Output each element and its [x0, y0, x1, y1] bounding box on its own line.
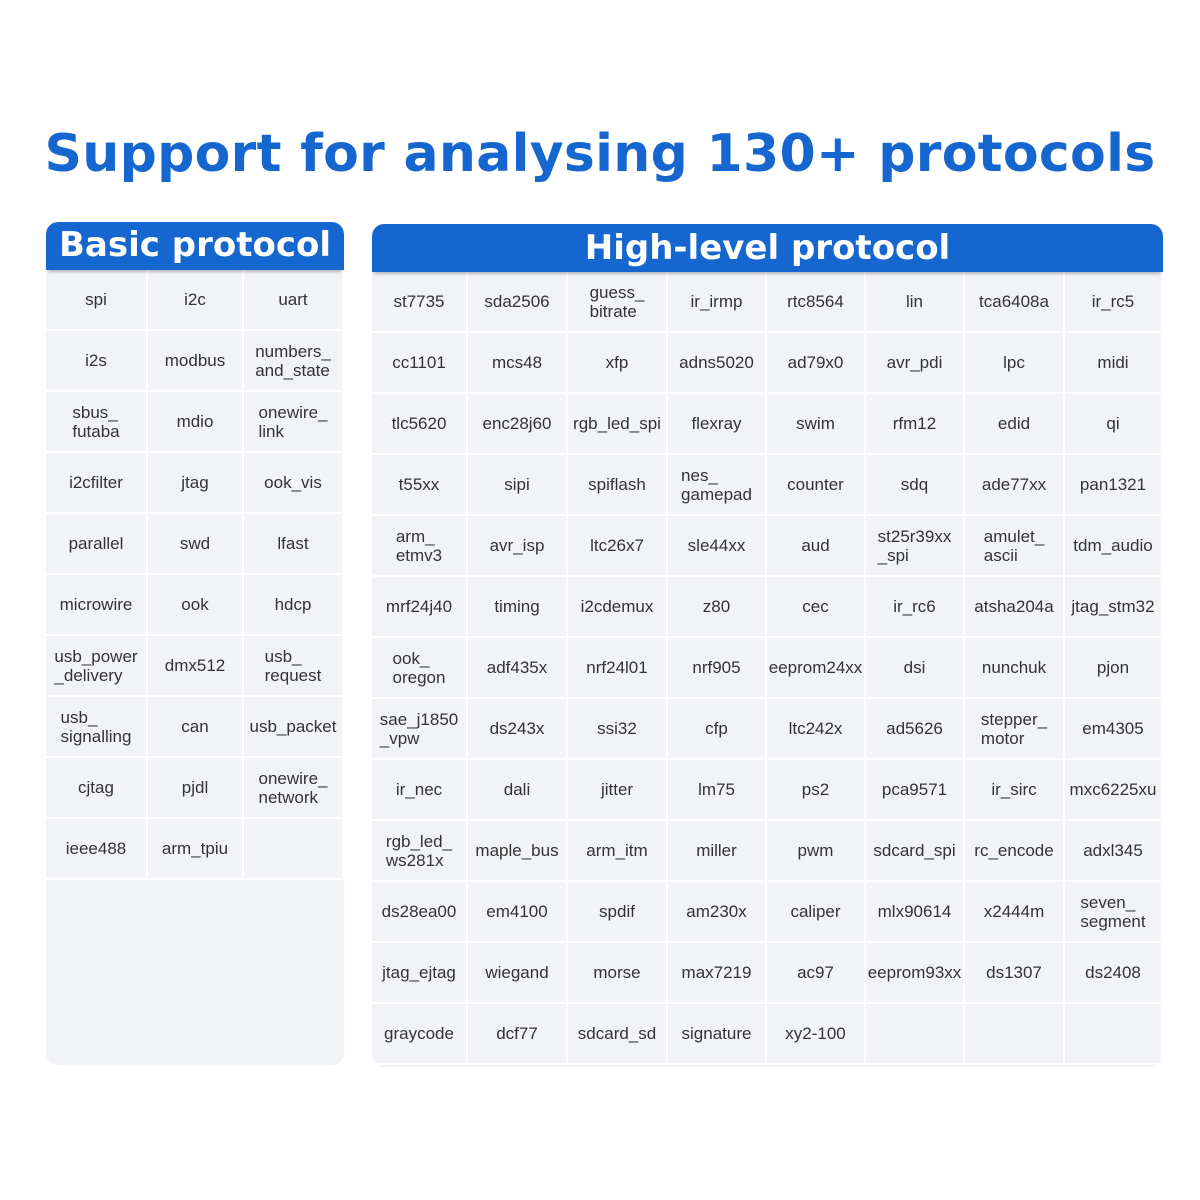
protocol-cell: dsi	[866, 638, 965, 699]
protocol-cell: jitter	[568, 760, 668, 821]
protocol-cell: jtag_stm32	[1065, 577, 1163, 638]
protocol-cell: cjtag	[46, 758, 148, 819]
protocol-cell: onewire_ link	[244, 392, 344, 453]
protocol-cell: i2cfilter	[46, 453, 148, 514]
protocol-cell: ir_rc6	[866, 577, 965, 638]
protocol-cell: t55xx	[372, 455, 468, 516]
protocol-cell: ir_irmp	[668, 272, 767, 333]
protocol-cell: adns5020	[668, 333, 767, 394]
protocol-cell: spiflash	[568, 455, 668, 516]
protocol-cell: spi	[46, 270, 148, 331]
protocol-cell: sdcard_sd	[568, 1004, 668, 1065]
protocol-cell: ac97	[767, 943, 866, 1004]
protocol-cell: usb_ request	[244, 636, 344, 697]
protocol-cell: dcf77	[468, 1004, 568, 1065]
protocol-cell: rfm12	[866, 394, 965, 455]
protocol-cell: ds2408	[1065, 943, 1163, 1004]
protocol-cell: nunchuk	[965, 638, 1065, 699]
protocol-cell: sdq	[866, 455, 965, 516]
high-level-protocol-grid	[372, 272, 1163, 1065]
protocol-cell: ltc26x7	[568, 516, 668, 577]
protocol-cell	[1065, 1004, 1163, 1065]
protocol-cell: ssi32	[568, 699, 668, 760]
protocol-cell: pca9571	[866, 760, 965, 821]
protocol-cell: adxl345	[1065, 821, 1163, 882]
protocol-cell: sbus_ futaba	[46, 392, 148, 453]
protocol-cell: rgb_led_ ws281x	[372, 821, 468, 882]
protocol-cell: hdcp	[244, 575, 344, 636]
protocol-cell: ps2	[767, 760, 866, 821]
protocol-cell: ir_nec	[372, 760, 468, 821]
protocol-cell: signature	[668, 1004, 767, 1065]
protocol-cell: cec	[767, 577, 866, 638]
basic-protocol-panel	[46, 222, 344, 1065]
protocol-cell: graycode	[372, 1004, 468, 1065]
protocol-cell	[965, 1004, 1065, 1065]
protocol-cell: swd	[148, 514, 244, 575]
protocol-cell	[866, 1004, 965, 1065]
protocol-cell: ir_rc5	[1065, 272, 1163, 333]
protocol-cell: guess_ bitrate	[568, 272, 668, 333]
protocol-cell: stepper_ motor	[965, 699, 1065, 760]
protocol-cell: mdio	[148, 392, 244, 453]
protocol-cell: ds243x	[468, 699, 568, 760]
protocol-cell: jtag_ejtag	[372, 943, 468, 1004]
protocol-cell: modbus	[148, 331, 244, 392]
protocol-cell: morse	[568, 943, 668, 1004]
protocol-cell: max7219	[668, 943, 767, 1004]
protocol-cell	[244, 819, 344, 880]
protocol-cell: jtag	[148, 453, 244, 514]
protocol-cell: st25r39xx _spi	[866, 516, 965, 577]
protocol-cell: miller	[668, 821, 767, 882]
protocol-cell: aud	[767, 516, 866, 577]
protocol-cell: tca6408a	[965, 272, 1065, 333]
protocol-cell: microwire	[46, 575, 148, 636]
protocol-cell: i2c	[148, 270, 244, 331]
protocol-cell: mcs48	[468, 333, 568, 394]
page-title: Support for analysing 130+ protocols	[44, 124, 1156, 184]
protocol-cell: em4305	[1065, 699, 1163, 760]
protocol-cell: sipi	[468, 455, 568, 516]
protocol-cell: lfast	[244, 514, 344, 575]
protocol-cell: ir_sirc	[965, 760, 1065, 821]
protocol-cell: tdm_audio	[1065, 516, 1163, 577]
protocol-cell: swim	[767, 394, 866, 455]
protocol-cell: rtc8564	[767, 272, 866, 333]
protocol-cell: rc_encode	[965, 821, 1065, 882]
protocol-cell: ds28ea00	[372, 882, 468, 943]
protocol-cell: numbers_ and_state	[244, 331, 344, 392]
protocol-cell: can	[148, 697, 244, 758]
protocol-cell: usb_power _delivery	[46, 636, 148, 697]
protocol-cell: sdcard_spi	[866, 821, 965, 882]
protocol-cell: flexray	[668, 394, 767, 455]
protocol-cell: nes_ gamepad	[668, 455, 767, 516]
protocol-cell: i2s	[46, 331, 148, 392]
protocol-cell: eeprom24xx	[767, 638, 866, 699]
protocol-cell: avr_pdi	[866, 333, 965, 394]
protocol-cell: lpc	[965, 333, 1065, 394]
protocol-cell: sle44xx	[668, 516, 767, 577]
protocol-cell: caliper	[767, 882, 866, 943]
protocol-cell: eeprom93xx	[866, 943, 965, 1004]
protocol-cell: enc28j60	[468, 394, 568, 455]
protocol-cell: lin	[866, 272, 965, 333]
protocol-cell: usb_packet	[244, 697, 344, 758]
protocol-cell: rgb_led_spi	[568, 394, 668, 455]
protocol-cell: maple_bus	[468, 821, 568, 882]
protocol-cell: atsha204a	[965, 577, 1065, 638]
protocol-cell: ook_vis	[244, 453, 344, 514]
protocol-cell: wiegand	[468, 943, 568, 1004]
protocol-cell: avr_isp	[468, 516, 568, 577]
protocol-cell: pan1321	[1065, 455, 1163, 516]
protocol-cell: ds1307	[965, 943, 1065, 1004]
protocol-cell: timing	[468, 577, 568, 638]
protocol-cell: usb_ signalling	[46, 697, 148, 758]
protocol-cell: arm_itm	[568, 821, 668, 882]
protocol-cell: parallel	[46, 514, 148, 575]
protocol-cell: spdif	[568, 882, 668, 943]
protocol-cell: ltc242x	[767, 699, 866, 760]
high-level-protocol-header: High-level protocol	[372, 224, 1163, 272]
protocol-cell: pwm	[767, 821, 866, 882]
protocol-cell: uart	[244, 270, 344, 331]
protocol-cell: qi	[1065, 394, 1163, 455]
protocol-cell: ad79x0	[767, 333, 866, 394]
protocol-cell: adf435x	[468, 638, 568, 699]
protocol-cell: arm_ etmv3	[372, 516, 468, 577]
protocol-cell: ad5626	[866, 699, 965, 760]
protocol-cell: cc1101	[372, 333, 468, 394]
protocol-cell: x2444m	[965, 882, 1065, 943]
protocol-cell: cfp	[668, 699, 767, 760]
protocol-cell: edid	[965, 394, 1065, 455]
protocol-cell: tlc5620	[372, 394, 468, 455]
protocol-cell: mlx90614	[866, 882, 965, 943]
protocol-cell: lm75	[668, 760, 767, 821]
protocol-cell: midi	[1065, 333, 1163, 394]
protocol-cell: seven_ segment	[1065, 882, 1163, 943]
protocol-cell: pjon	[1065, 638, 1163, 699]
high-level-protocol-panel	[372, 224, 1163, 1067]
protocol-cell: xfp	[568, 333, 668, 394]
protocol-cell: ook	[148, 575, 244, 636]
protocol-cell: st7735	[372, 272, 468, 333]
protocol-cell: arm_tpiu	[148, 819, 244, 880]
protocol-cell: em4100	[468, 882, 568, 943]
protocol-cell: ade77xx	[965, 455, 1065, 516]
protocol-cell: amulet_ ascii	[965, 516, 1065, 577]
protocol-cell: mrf24j40	[372, 577, 468, 638]
protocol-cell: am230x	[668, 882, 767, 943]
protocol-cell: onewire_ network	[244, 758, 344, 819]
basic-protocol-grid	[46, 270, 344, 880]
protocol-cell: nrf905	[668, 638, 767, 699]
protocol-cell: dali	[468, 760, 568, 821]
protocol-cell: pjdl	[148, 758, 244, 819]
protocol-cell: xy2-100	[767, 1004, 866, 1065]
protocol-cell: dmx512	[148, 636, 244, 697]
protocol-cell: sae_j1850 _vpw	[372, 699, 468, 760]
protocol-cell: i2cdemux	[568, 577, 668, 638]
protocol-cell: sda2506	[468, 272, 568, 333]
protocol-cell: nrf24l01	[568, 638, 668, 699]
protocol-cell: counter	[767, 455, 866, 516]
protocol-cell: z80	[668, 577, 767, 638]
protocol-cell: ieee488	[46, 819, 148, 880]
basic-protocol-header: Basic protocol	[46, 222, 344, 270]
protocol-cell: ook_ oregon	[372, 638, 468, 699]
protocol-cell: mxc6225xu	[1065, 760, 1163, 821]
